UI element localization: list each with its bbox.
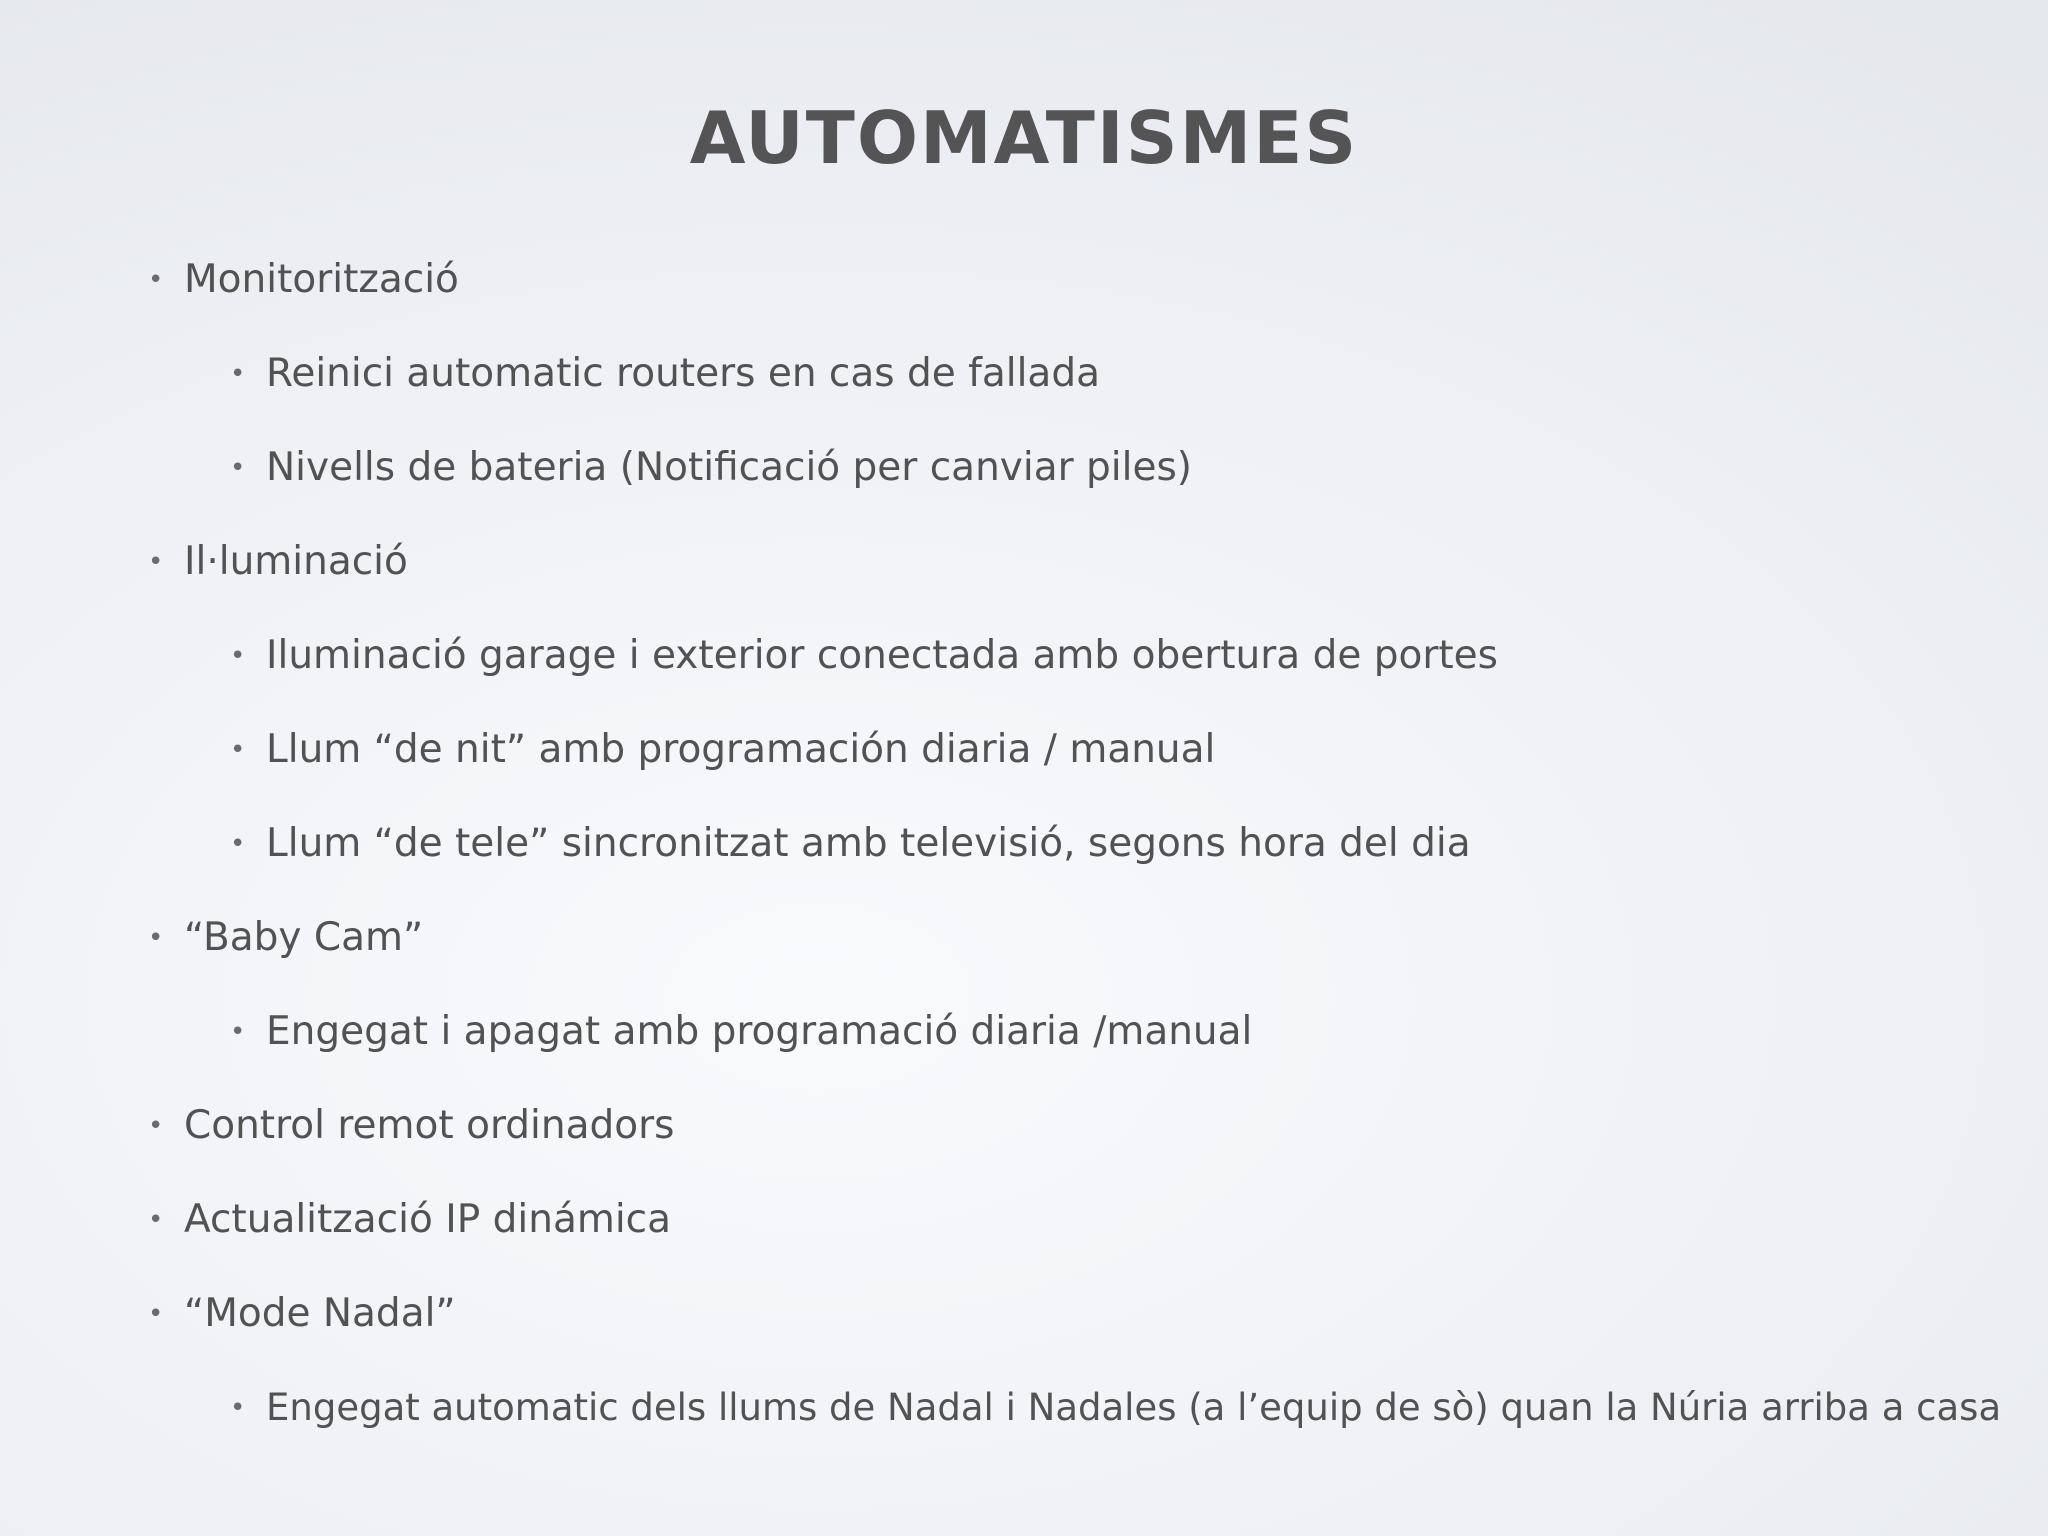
- bullet-text: Monitorització: [184, 257, 459, 302]
- bullet-text: Llum “de tele” sincronitzat amb televisió, segons hora del dia: [266, 821, 1471, 866]
- bullet-dot-icon: •: [148, 547, 164, 577]
- bullet-dot-icon: •: [230, 359, 246, 389]
- bullet-dot-icon: •: [230, 1017, 246, 1047]
- bullet-dot-icon: •: [230, 641, 246, 671]
- bullet-item-baby-cam: [148, 908, 424, 968]
- bullet-text: “Mode Nadal”: [184, 1291, 456, 1336]
- bullet-dot-icon: •: [148, 1205, 164, 1235]
- bullet-item-monitoritzacio: [148, 250, 459, 310]
- bullet-dot-icon: •: [230, 829, 246, 859]
- sub-bullet-item-engegat-apagat: [230, 1002, 1253, 1062]
- bullet-item-mode-nadal: [148, 1284, 456, 1344]
- bullet-text: “Baby Cam”: [184, 915, 424, 960]
- bullet-dot-icon: •: [148, 1111, 164, 1141]
- bullet-dot-icon: •: [148, 265, 164, 295]
- bullet-text: Iluminació garage i exterior conectada amb obertura de portes: [266, 633, 1498, 678]
- sub-bullet-item-llum-de-nit: [230, 720, 1216, 780]
- bullet-text: Engegat i apagat amb programació diaria /manual: [266, 1009, 1253, 1054]
- sub-bullet-item-reinici: [230, 344, 1100, 404]
- bullet-text: Il·luminació: [184, 539, 408, 584]
- bullet-dot-icon: •: [230, 1393, 246, 1423]
- slide-title: AUTOMATISMES: [689, 96, 1359, 180]
- bullet-text: Reinici automatic routers en cas de fallada: [266, 351, 1100, 396]
- bullet-dot-icon: •: [230, 735, 246, 765]
- bullet-item-control-remot: [148, 1096, 675, 1156]
- sub-bullet-item-llum-de-tele: [230, 814, 1471, 874]
- bullet-text: Llum “de nit” amb programación diaria / manual: [266, 727, 1216, 772]
- bullet-text: Control remot ordinadors: [184, 1103, 675, 1148]
- sub-bullet-item-nivells-bateria: [230, 438, 1192, 498]
- bullet-text: Engegat automatic dels llums de Nadal i Nadales (a l’equip de sò) quan la Núria arriba a casa: [266, 1386, 2002, 1429]
- bullet-item-illuminacio: [148, 532, 408, 592]
- sub-bullet-item-engegat-automatic: [230, 1378, 2002, 1438]
- bullet-text: Actualització IP dinámica: [184, 1197, 672, 1242]
- bullet-dot-icon: •: [230, 453, 246, 483]
- bullet-item-actualitzacio-ip: [148, 1190, 672, 1250]
- bullet-text: Nivells de bateria (Notificació per canviar piles): [266, 445, 1192, 490]
- bullet-dot-icon: •: [148, 923, 164, 953]
- bullet-dot-icon: •: [148, 1299, 164, 1329]
- sub-bullet-item-iluminacio-garage: [230, 626, 1498, 686]
